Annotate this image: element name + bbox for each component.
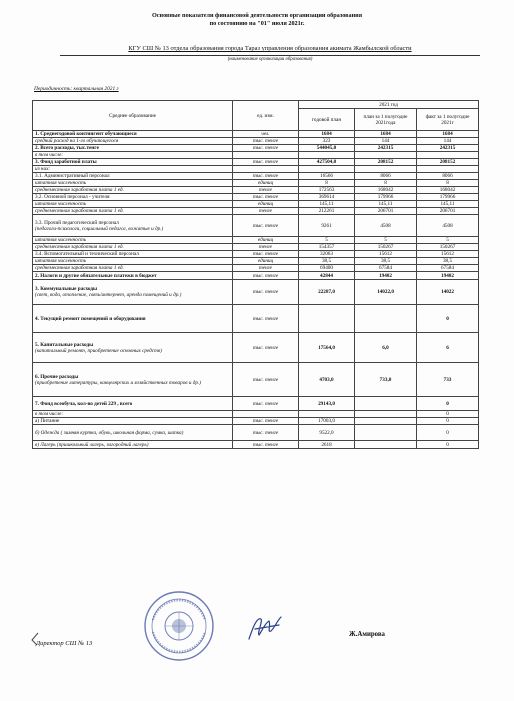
cell-unit: тыс. тенге [233, 397, 299, 411]
table-body [33, 131, 479, 449]
cell-plan: 208152 [355, 159, 417, 166]
cell-annual [299, 411, 355, 418]
cell-unit: тыс. тенге [233, 138, 299, 145]
row-label: 3.4. Вспомогательный и технический персонал [35, 251, 139, 257]
cell-fact: 6 [417, 333, 479, 363]
cell-name [33, 215, 233, 237]
cell-fact: 0 [417, 418, 479, 425]
cell-name [33, 180, 233, 187]
table-row [33, 265, 479, 272]
cell-annual: 154357 [299, 244, 355, 251]
cell-unit: тыс. тенге [233, 145, 299, 152]
row-label: штатная численность [35, 258, 87, 264]
table-row [33, 180, 479, 187]
cell-plan: 67584 [355, 265, 417, 272]
cell-name [33, 152, 233, 159]
table-row [33, 145, 479, 152]
cell-unit: тенге [233, 187, 299, 194]
cell-name [33, 244, 233, 251]
cell-plan: 242315 [355, 145, 417, 152]
row-label: штатная численность [35, 237, 87, 243]
cell-annual: 2618 [299, 441, 355, 449]
cell-fact: 0 [417, 397, 479, 411]
cell-name [33, 441, 233, 449]
table-row [33, 441, 479, 449]
row-label: 3.2. Основной персонал - учителя [35, 194, 110, 200]
cell-plan: 206701 [355, 208, 417, 215]
row-label: в) Лагерь (пришкольный лагерь, загородний лагерь) [35, 441, 149, 448]
row-label: 4. Текущий ремонт помещений и оборудования [35, 315, 146, 322]
cell-unit: тыс. тенге [233, 173, 299, 180]
header-annual-plan: годовой план [299, 109, 355, 131]
cell-plan: 150267 [355, 244, 417, 251]
table-row [33, 251, 479, 258]
cell-annual: 212261 [299, 208, 355, 215]
cell-name [33, 131, 233, 138]
row-label: штатная численность [35, 180, 87, 186]
cell-annual: 544045,0 [299, 145, 355, 152]
table-row [33, 215, 479, 237]
cell-unit: тыс. тенге [233, 333, 299, 363]
cell-plan: 6,0 [355, 333, 417, 363]
cell-fact: 8066 [417, 173, 479, 180]
cell-unit: тыс. тенге [233, 305, 299, 333]
row-label: 2. Всего расходы, тыс.тенге [35, 145, 99, 151]
table-row [33, 244, 479, 251]
cell-fact: 242315 [417, 145, 479, 152]
cell-fact: 8 [417, 180, 479, 187]
table-row [33, 280, 479, 305]
cell-plan: 8 [355, 180, 417, 187]
cell-unit: тыс. тенге [233, 194, 299, 201]
row-sublabel: (приобретение литературы, канцелярских и хозяйственных товаров и др.) [35, 379, 201, 386]
cell-fact: 5 [417, 237, 479, 244]
cell-plan: 1684 [355, 131, 417, 138]
cell-plan [355, 152, 417, 159]
cell-unit: единиц [233, 201, 299, 208]
cell-plan: 19402 [355, 272, 417, 280]
cell-name [33, 418, 233, 425]
cell-unit: тыс. тенге [233, 441, 299, 449]
row-sublabel: (педагоги-психологи, социальный педагог, вожатые и др.) [35, 225, 164, 232]
row-label: в том числе: [35, 152, 64, 158]
cell-name [33, 363, 233, 397]
reporting-period: Периодичность: квартальная 2021 г [34, 86, 119, 92]
cell-fact: 179966 [417, 194, 479, 201]
cell-name [33, 208, 233, 215]
cell-annual: 16566 [299, 173, 355, 180]
row-label: средний расход на 1-го обучающегося [35, 138, 119, 144]
cell-plan [355, 425, 417, 441]
cell-annual [299, 152, 355, 159]
row-label: 3.1. Административный персонал [35, 173, 110, 179]
row-label: из них: [35, 166, 51, 172]
cell-plan: 8066 [355, 173, 417, 180]
cell-annual [299, 305, 355, 333]
row-label: среднемесячная заработная плата 1 ед. [35, 187, 124, 193]
document-subtitle-date: по состоянию на "01" июля 2021г. [209, 20, 305, 27]
cell-fact: 0 [417, 441, 479, 449]
table-row [33, 411, 479, 418]
cell-annual: 4703,0 [299, 363, 355, 397]
cell-name [33, 258, 233, 265]
cell-annual: 5 [299, 237, 355, 244]
row-label: 1. Среднегодовой контингент обучающиеся [35, 131, 137, 137]
cell-name [33, 272, 233, 280]
cell-plan: 144 [355, 138, 417, 145]
header-plan-h1: план за 1 полугодие 2021года [355, 109, 417, 131]
cell-unit [233, 152, 299, 159]
cell-fact: 67584 [417, 265, 479, 272]
row-label: б) Одежда ( зимняя куртка, обувь, школьная форма, сумка, шапка) [35, 429, 184, 436]
cell-unit: тыс. тенге [233, 251, 299, 258]
row-label: 5. Капитальные расходы [35, 341, 94, 348]
cell-fact: 733 [417, 363, 479, 397]
cell-annual: 8 [299, 180, 355, 187]
organization-name: КГУ СШ № 13 отдела образования города Тараз управления образования акимата Жамбылской области [128, 45, 412, 52]
cell-annual: 17003,0 [299, 418, 355, 425]
table-row [33, 159, 479, 166]
cell-plan: 168042 [355, 187, 417, 194]
cell-unit: чел. [233, 131, 299, 138]
table-row [33, 397, 479, 411]
row-label: 3. Фонд заработной платы [35, 159, 97, 165]
cell-annual: 69400 [299, 265, 355, 272]
cell-fact: 208152 [417, 159, 479, 166]
cell-annual: 42844 [299, 272, 355, 280]
cell-fact: 19402 [417, 272, 479, 280]
cell-fact: 4508 [417, 215, 479, 237]
header-fact-h1: факт за 1 полугодие 2021г [417, 109, 479, 131]
table-row [33, 131, 479, 138]
table-row [33, 138, 479, 145]
cell-unit: тыс. тенге [233, 272, 299, 280]
cell-fact: 145,11 [417, 201, 479, 208]
row-label: в том числе: [35, 411, 64, 417]
cell-fact: 38,5 [417, 258, 479, 265]
cell-name [33, 173, 233, 180]
cell-unit: единиц [233, 258, 299, 265]
cell-plan: 4508 [355, 215, 417, 237]
header-name: Среднее образование [33, 101, 233, 131]
row-label: 3.3. Прочий педагогический персонал [35, 219, 119, 226]
organization-caption: (наименование организации образования) [227, 57, 313, 62]
row-label: 3. Коммунальные расходы [35, 286, 97, 292]
cell-unit: тыс. тенге [233, 418, 299, 425]
cell-fact: 0 [417, 411, 479, 418]
cell-unit [233, 166, 299, 173]
cell-fact: 0 [417, 425, 479, 441]
cell-name [33, 305, 233, 333]
table-row [33, 418, 479, 425]
director-name: Ж.Амирова [349, 631, 385, 638]
row-sublabel: (капитальный ремонт, приобретение основных средств) [35, 347, 162, 354]
cell-annual [299, 166, 355, 173]
cell-plan: 14022,0 [355, 280, 417, 305]
cell-name [33, 397, 233, 411]
row-label: а) Питание [35, 418, 60, 424]
cell-unit: тыс. тенге [233, 425, 299, 441]
table-row [33, 166, 479, 173]
table-row [33, 187, 479, 194]
table-row [33, 425, 479, 441]
cell-annual: 369614 [299, 194, 355, 201]
financial-table [32, 100, 479, 449]
table-row [33, 237, 479, 244]
director-label: Директор СШ № 13 [36, 640, 93, 647]
row-label: среднемесячная заработная плата 1 ед. [35, 244, 124, 250]
cell-name [33, 265, 233, 272]
cell-unit: тенге [233, 208, 299, 215]
cell-plan: 733,0 [355, 363, 417, 397]
cell-plan: 179966 [355, 194, 417, 201]
cell-annual: 38,5 [299, 258, 355, 265]
cell-fact: 150267 [417, 244, 479, 251]
cell-annual: 9522,0 [299, 425, 355, 441]
cell-name [33, 237, 233, 244]
cell-name [33, 194, 233, 201]
document-title: Основные показатели финансовой деятельности организации образования [151, 12, 363, 19]
table-row [33, 152, 479, 159]
cell-name [33, 411, 233, 418]
cell-name [33, 251, 233, 258]
cell-unit: тыс. тенге [233, 363, 299, 397]
cell-fact: 206701 [417, 208, 479, 215]
cell-plan [355, 397, 417, 411]
row-label: 6. Прочие расходы [35, 373, 79, 380]
cell-name [33, 138, 233, 145]
cell-annual: 22287,0 [299, 280, 355, 305]
cell-unit [233, 411, 299, 418]
cell-fact: 168042 [417, 187, 479, 194]
cell-annual: 1684 [299, 131, 355, 138]
table-row [33, 363, 479, 397]
cell-name [33, 166, 233, 173]
cell-unit: тыс. тенге [233, 159, 299, 166]
header-unit: ед. изм. [233, 101, 299, 131]
cell-annual: 145,11 [299, 201, 355, 208]
cell-plan: 15612 [355, 251, 417, 258]
cell-annual: 323 [299, 138, 355, 145]
cell-unit: тыс. тенге [233, 215, 299, 237]
cell-plan [355, 441, 417, 449]
row-label: среднемесячная заработная плата 1 ед. [35, 208, 124, 214]
cell-plan [355, 305, 417, 333]
cell-plan: 5 [355, 237, 417, 244]
cell-unit: тенге [233, 244, 299, 251]
cell-name [33, 187, 233, 194]
cell-unit: единиц [233, 237, 299, 244]
cell-name [33, 159, 233, 166]
cell-name [33, 425, 233, 441]
cell-name [33, 145, 233, 152]
cell-unit: тыс. тенге [233, 280, 299, 305]
cell-plan [355, 418, 417, 425]
cell-plan: 38,5 [355, 258, 417, 265]
table-row [33, 305, 479, 333]
row-label: среднемесячная заработная плата 1 ед. [35, 265, 124, 271]
cell-unit: тенге [233, 265, 299, 272]
cell-annual: 32063 [299, 251, 355, 258]
table-row [33, 173, 479, 180]
table-row [33, 333, 479, 363]
row-label: 7. Фонд всеобуча, кол-во детей 229 , всего [35, 400, 133, 407]
cell-annual: 17564,0 [299, 333, 355, 363]
director-signature [245, 613, 287, 643]
table-row [33, 272, 479, 280]
cell-plan [355, 411, 417, 418]
cell-name [33, 333, 233, 363]
cell-name [33, 280, 233, 305]
cell-fact: 144 [417, 138, 479, 145]
cell-annual: 172563 [299, 187, 355, 194]
organization-underline [60, 55, 480, 56]
cell-name [33, 201, 233, 208]
cell-annual: 29143,0 [299, 397, 355, 411]
cell-fact: 14022 [417, 280, 479, 305]
official-stamp [143, 590, 215, 662]
cell-fact: 1684 [417, 131, 479, 138]
header-year: 2021 год [299, 101, 479, 109]
cell-annual: 9261 [299, 215, 355, 237]
table-row [33, 258, 479, 265]
table-row [33, 194, 479, 201]
cell-plan: 145,11 [355, 201, 417, 208]
cell-annual: 427504,0 [299, 159, 355, 166]
cell-unit: единиц [233, 180, 299, 187]
cell-fact [417, 166, 479, 173]
row-label: штатная численность [35, 201, 87, 207]
cell-fact [417, 152, 479, 159]
cell-fact: 15612 [417, 251, 479, 258]
table-row [33, 208, 479, 215]
row-sublabel: (свет, вода, отопление, связь/интернет, аренда помещений и др.) [35, 292, 182, 298]
cell-plan [355, 166, 417, 173]
cell-fact: 0 [417, 305, 479, 333]
row-label: 2. Налоги и другие обязательные платежи в бюджет [35, 272, 157, 279]
table-row [33, 201, 479, 208]
